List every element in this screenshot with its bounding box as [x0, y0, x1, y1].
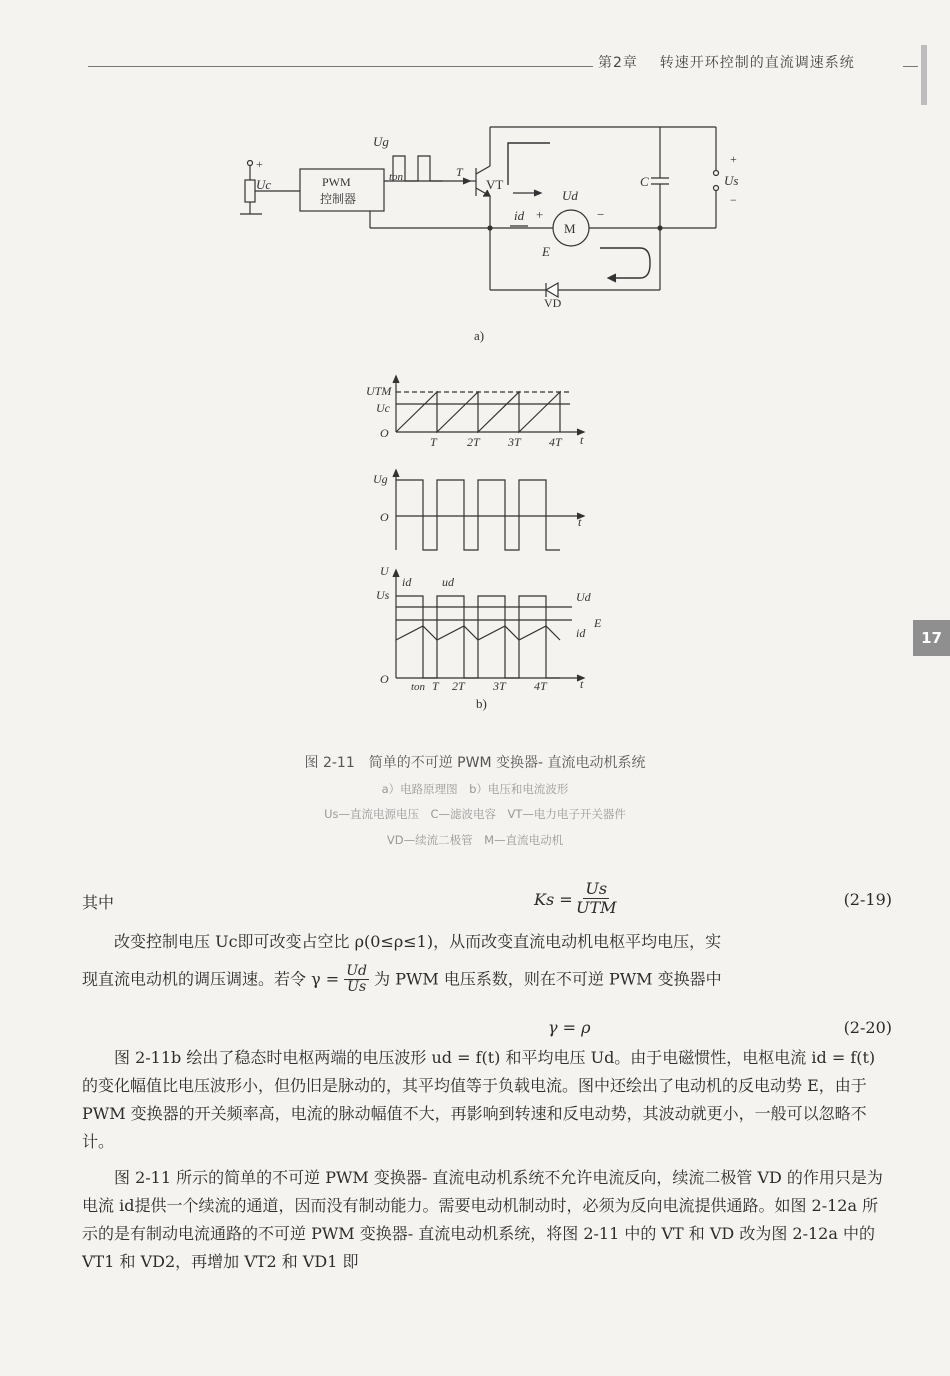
label-motor-minus: − — [597, 207, 605, 222]
label-t-axis-top: t — [580, 433, 584, 447]
label-ton: ton — [389, 171, 404, 183]
paragraph-1-line-2 — [82, 964, 892, 996]
label-vd: VD — [544, 296, 562, 310]
figure-caption-line: a）电路原理图 b）电压和电流波形 — [381, 782, 569, 796]
page-number: 17 — [913, 620, 950, 656]
label-us-minus: − — [730, 193, 737, 207]
waveform-ud-id — [393, 570, 584, 681]
label-u: U — [380, 564, 389, 578]
label-motor: M — [564, 221, 576, 236]
paragraph-2: 图 2-11b 绘出了稳态时电枢两端的电压波形 ud = f(t) 和平均电压 Ud。由于电磁惯性，电枢电流 id = f(t) 的变化幅值比电压波形小，但仍旧是脉动的，其平均值等于负载电流。图中还绘出了电动机的反电动势 E，由于 PWM 变换器的开关频率高，电流的脉动幅值不大，再影响到转速和反电动势，其波动就更小，一般可以忽略不计。 — [82, 1048, 876, 1151]
eq-denominator: UTM — [576, 897, 617, 917]
paragraph-1-text-a: 现直流电动机的调压调速。若令 γ = — [82, 969, 340, 989]
chapter-label: 第2章 — [598, 55, 638, 71]
label-t-axis-mid: t — [578, 515, 582, 529]
paragraph-1-line-1: 改变控制电压 Uc即可改变占空比 ρ(0≤ρ≤1)，从而改变直流电动机电枢平均电压，实 — [114, 932, 722, 951]
paragraph-1 — [82, 928, 892, 996]
label-origin-mid: O — [380, 510, 389, 524]
label-c: C — [640, 174, 649, 189]
label-t: T — [456, 165, 463, 179]
label-us-plus: + — [730, 152, 737, 166]
eq-fraction — [574, 880, 619, 916]
label-id-top: id — [402, 575, 412, 589]
label-ud-top: ud — [442, 575, 454, 589]
label-id-right: id — [576, 626, 586, 640]
label-uc-wave: Uc — [376, 401, 390, 415]
label-ug-wave: Ug — [373, 472, 388, 486]
label-pwm: PWM — [322, 175, 351, 189]
paragraph-3: 图 2-11 所示的简单的不可逆 PWM 变换器- 直流电动机系统不允许电流反向，续流二极管 VD 的作用只是为电流 id提供一个续流的通道，因而没有制动能力。需要电动机制动时，必须为反向电流提供通路。如图 2-12a 所示的是有制动电流通路的不可逆 PWM 变换器- 直流电动机系统，将图 2-11 中的 VT 和 VD 改为图 2-12a 中的 VT1 和 VD2，再增加 VT2 和 VD1 即 — [82, 1168, 883, 1271]
tick-label: 2T — [467, 435, 480, 449]
sub-label-a: a) — [474, 328, 485, 343]
paragraph-1-text-b: 为 PWM 电压系数，则在不可逆 PWM 变换器中 — [374, 969, 722, 989]
waveform-ug — [393, 470, 584, 550]
label-ud-right: Ud — [576, 590, 591, 604]
diode-vd-icon — [546, 283, 558, 297]
label-e: E — [542, 244, 550, 259]
tick-label: T — [430, 435, 437, 449]
eq-prefix: 其中 — [82, 893, 115, 912]
eq-number: (2-20) — [843, 1018, 892, 1037]
waveform-utm — [393, 376, 584, 435]
gamma-fraction — [344, 964, 369, 996]
label-vt: VT — [486, 177, 504, 192]
eq-expression: γ = ρ — [548, 1018, 591, 1037]
eq-number: (2-19) — [843, 890, 892, 909]
label-id: id — [514, 208, 525, 223]
label-motor-plus: + — [536, 207, 544, 222]
figure-caption-line: Us—直流电源电压 C—滤波电容 VT—电力电子开关器件 — [324, 807, 626, 821]
figure-caption-title: 图 2-11 简单的不可逆 PWM 变换器- 直流电动机系统 — [304, 755, 646, 771]
label-origin-top: O — [380, 426, 389, 440]
tick-label: 3T — [508, 435, 521, 449]
gamma-denominator: Us — [347, 979, 367, 996]
eq-numerator: Us — [585, 879, 608, 898]
label-us: Us — [724, 173, 739, 188]
tick-label: 2T — [452, 679, 465, 693]
label-origin-bot: O — [380, 672, 389, 686]
label-ud: Ud — [562, 188, 578, 203]
label-us-wave: Us — [376, 588, 390, 602]
label-uc: Uc — [256, 177, 272, 192]
label-uc-plus: + — [256, 157, 263, 171]
sub-label-b: b) — [476, 696, 487, 711]
tick-label: 4T — [549, 435, 562, 449]
tick-label: ton — [411, 681, 426, 693]
label-utm: UTM — [366, 384, 392, 398]
tick-label: 3T — [493, 679, 506, 693]
tick-label: 4T — [534, 679, 547, 693]
label-pwm-controller: 控制器 — [320, 192, 357, 206]
equation-2-19 — [82, 880, 892, 924]
tick-label: T — [432, 679, 439, 693]
label-t-axis-bot: t — [580, 677, 584, 691]
chapter-title: 转速开环控制的直流调速系统 — [659, 55, 855, 71]
eq-lhs: Ks = — [534, 890, 573, 909]
gamma-numerator: Ud — [346, 963, 368, 979]
figure-caption-line: VD—续流二极管 M—直流电动机 — [386, 833, 564, 847]
label-e-right: E — [594, 616, 602, 630]
label-ug: Ug — [373, 134, 389, 149]
circuit-diagram — [240, 127, 719, 297]
